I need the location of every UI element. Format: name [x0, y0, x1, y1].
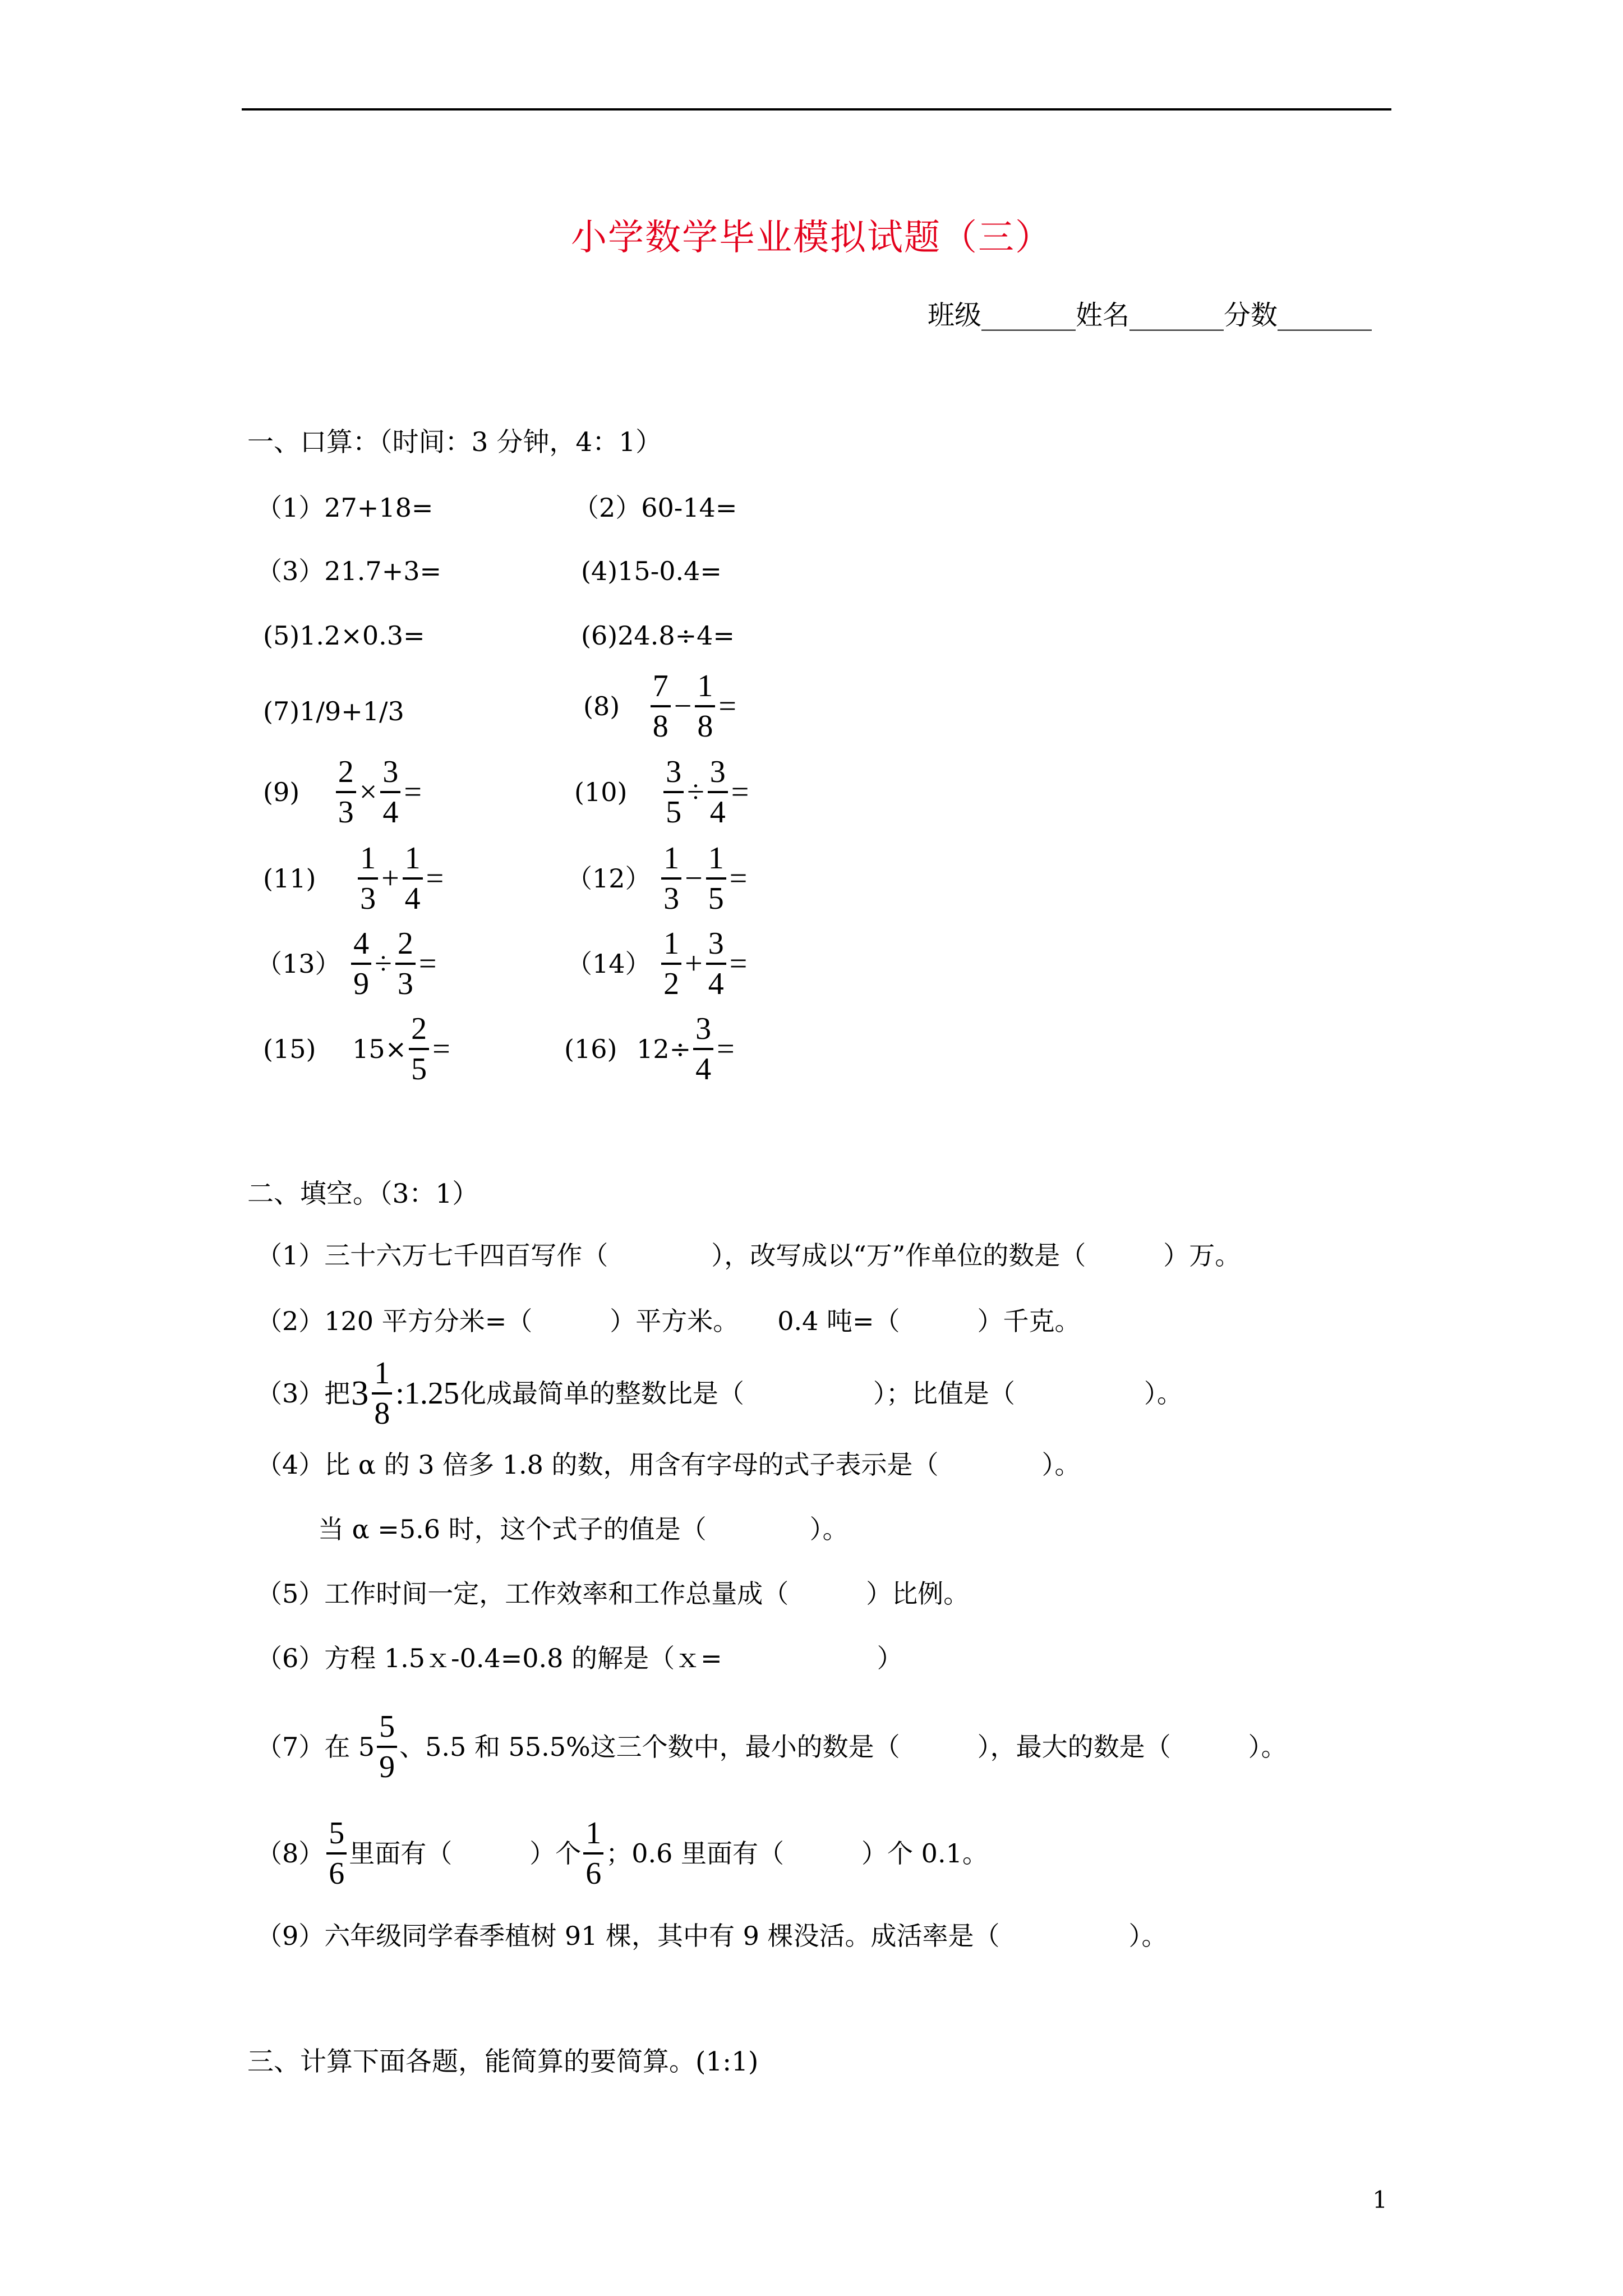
fraction: $\frac{7}{8}$	[651, 670, 671, 742]
fill-q1: （1）三十六万七千四百写作（ ），改写成以“万”作单位的数是（ ）万。	[256, 1240, 1241, 1271]
operator: −	[674, 689, 692, 724]
oral-q2: （2）60-14=	[573, 493, 737, 523]
fill-q7-suffix: 、5.5 和 55.5%这三个数中，最小的数是（ ），最大的数是（ ）。	[399, 1732, 1287, 1762]
fraction: $\frac{1}{4}$	[403, 843, 423, 914]
fill-q8-middle: 里面有（ ）个	[349, 1838, 582, 1869]
fill-q8	[256, 1818, 988, 1889]
fraction: $\frac{1}{5}$	[706, 843, 726, 914]
fraction: $\frac{1}{3}$	[358, 843, 378, 914]
oral-q15	[263, 1013, 451, 1085]
section3-heading: 三、计算下面各题，能简算的要简算。(1:1)	[247, 2046, 759, 2077]
fill-q4-continued: 当 α =5.6 时，这个式子的值是（ ）。	[318, 1514, 849, 1544]
oral-q14-label: （14）	[566, 949, 651, 979]
oral-q10	[574, 756, 750, 828]
operand: 12÷	[637, 1034, 691, 1064]
operator: +	[685, 946, 703, 981]
fraction: $\frac{3}{5}$	[663, 756, 684, 828]
page-title: 小学数学毕业模拟试题（三）	[571, 217, 1052, 259]
oral-q11	[263, 843, 445, 914]
oral-q11-label: (11)	[263, 863, 316, 894]
ratio-value: :1.25	[395, 1376, 459, 1411]
fraction: $\frac{1}{2}$	[661, 928, 681, 1000]
fraction: $\frac{4}{9}$	[351, 928, 371, 1000]
fill-q9: （9）六年级同学春季植树 91 棵，其中有 9 棵没活。成活率是（ ）。	[256, 1921, 1168, 1951]
mixed-number-whole: 3	[351, 1374, 369, 1412]
oral-q8-label: (8)	[583, 691, 620, 721]
equals-sign: =	[729, 946, 748, 981]
section2-heading: 二、填空。（3：1）	[247, 1179, 479, 1209]
fraction: $\frac{3}{4}$	[706, 928, 726, 1000]
oral-q9	[263, 756, 423, 828]
fill-q4: （4）比 α 的 3 倍多 1.8 的数，用含有字母的式子表示是（ ）。	[256, 1450, 1081, 1480]
oral-q7: (7)1/9+1/3	[263, 696, 404, 726]
oral-q6: (6)24.8÷4=	[581, 620, 735, 651]
fraction: $\frac{1}{6}$	[583, 1818, 603, 1889]
fill-q7-prefix: （7）在 5	[256, 1732, 375, 1762]
oral-q16	[564, 1013, 736, 1085]
fill-q3-prefix: （3）把	[256, 1378, 351, 1409]
fill-q3-suffix: 化成最简单的整数比是（ ）；比值是（ ）。	[460, 1378, 1183, 1409]
student-info-line: 班级_______姓名_______分数_______	[927, 300, 1372, 331]
fraction: $\frac{1}{8}$	[695, 670, 715, 742]
fill-q8-suffix: ；0.6 里面有（ ）个 0.1。	[606, 1838, 988, 1869]
oral-q13	[256, 928, 438, 1000]
fill-q3	[256, 1358, 1183, 1429]
fraction: $\frac{5}{6}$	[326, 1818, 347, 1889]
oral-q9-label: (9)	[263, 777, 300, 807]
oral-q5: (5)1.2×0.3=	[263, 620, 425, 651]
operator: ÷	[687, 775, 704, 809]
oral-q10-label: (10)	[574, 777, 628, 807]
equals-sign: =	[718, 689, 736, 724]
equals-sign: =	[731, 775, 749, 809]
equals-sign: =	[729, 861, 748, 896]
equals-sign: =	[432, 1032, 450, 1066]
operator: −	[685, 861, 703, 896]
fraction: $\frac{3}{4}$	[708, 756, 728, 828]
operator: ÷	[375, 946, 392, 981]
equals-sign: =	[717, 1032, 735, 1066]
top-rule	[242, 108, 1391, 111]
oral-q12	[566, 843, 748, 914]
fraction: $\frac{1}{3}$	[661, 843, 681, 914]
fill-q2: （2）120 平方分米=（ ）平方米。 0.4 吨=（ ）千克。	[256, 1306, 1081, 1336]
fraction: $\frac{1}{8}$	[372, 1358, 392, 1429]
oral-q13-label: （13）	[256, 949, 341, 979]
oral-q8	[583, 670, 737, 742]
oral-q12-label: （12）	[566, 863, 651, 894]
fill-q8-prefix: （8）	[256, 1838, 325, 1869]
oral-q14	[566, 928, 748, 1000]
operator: +	[381, 861, 399, 896]
equals-sign: =	[404, 775, 422, 809]
operand: 15×	[352, 1034, 407, 1064]
fraction: $\frac{3}{4}$	[380, 756, 400, 828]
oral-q4: (4)15-0.4=	[581, 556, 722, 586]
equals-sign: =	[426, 861, 444, 896]
fraction: $\frac{2}{5}$	[409, 1013, 429, 1085]
oral-q16-label: (16)	[564, 1034, 617, 1064]
fill-q6: （6）方程 1.5ｘ-0.4=0.8 的解是（ｘ= ）	[256, 1643, 903, 1673]
equals-sign: =	[418, 946, 437, 981]
fraction: $\frac{2}{3}$	[395, 928, 416, 1000]
fill-q5: （5）工作时间一定，工作效率和工作总量成（ ）比例。	[256, 1579, 970, 1609]
fraction: $\frac{2}{3}$	[336, 756, 356, 828]
fill-q7	[256, 1711, 1287, 1783]
oral-q3: （3）21.7+3=	[256, 556, 442, 586]
oral-q15-label: (15)	[263, 1034, 316, 1064]
oral-q1: （1）27+18=	[256, 493, 434, 523]
operator: ×	[359, 775, 377, 809]
fraction: $\frac{5}{9}$	[377, 1711, 397, 1783]
section1-heading: 一、口算：（时间：3 分钟，4：1）	[247, 427, 662, 458]
page-number: 1	[1372, 2186, 1387, 2214]
fraction: $\frac{3}{4}$	[693, 1013, 713, 1085]
